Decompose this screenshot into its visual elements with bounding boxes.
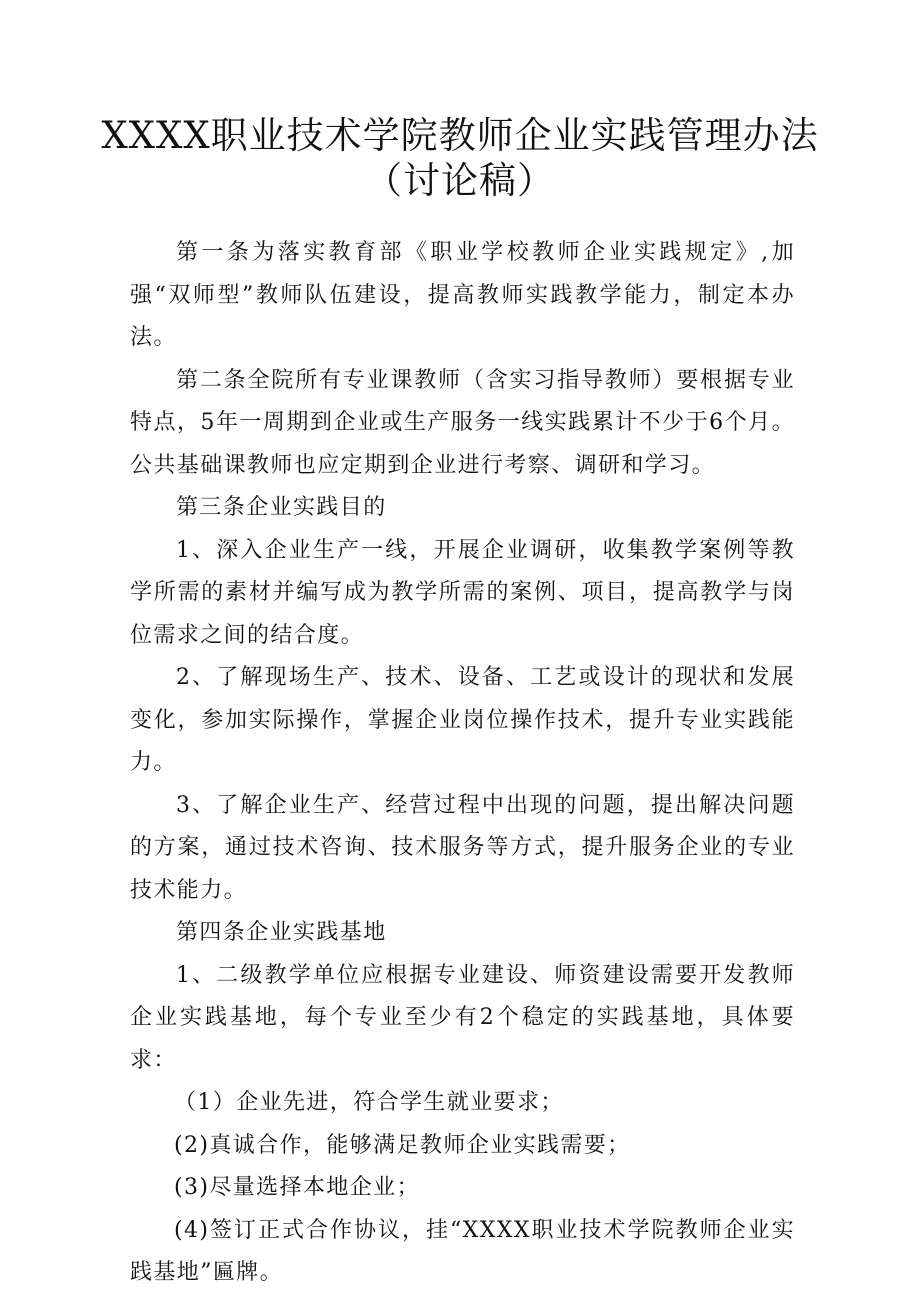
document-subtitle: （讨论稿） bbox=[365, 159, 555, 202]
article-3-heading: 第三条企业实践目的 bbox=[176, 495, 387, 520]
article-3-item-3: 3、了解企业生产、经营过程中出现的问题，提出解决问题的方案，通过技术咨询、技术服务等方式，提升服务企业的专业技术能力。 bbox=[130, 792, 795, 903]
article-4-item-1: 1、二级教学单位应根据专业建设、师资建设需要开发教师企业实践基地，每个专业至少有2个稳定的实践基地，具体要求： bbox=[130, 962, 795, 1073]
article-2-paragraph: 第二条全院所有专业课教师（含实习指导教师）要根据专业特点，5年一周期到企业或生产服务一线实践累计不少于6个月。公共基础课教师也应定期到企业进行考察、调研和学习。 bbox=[130, 367, 795, 478]
article-3-item-2: 2、了解现场生产、技术、设备、工艺或设计的现状和发展变化，参加实际操作，掌握企业岗位操作技术，提升专业实践能力。 bbox=[130, 665, 795, 775]
document-body bbox=[130, 232, 795, 1295]
article-3-item-1: 1、深入企业生产一线，开展企业调研，收集教学案例等教学所需的素材并编写成为教学所需的案例、项目，提高教学与岗位需求之间的结合度。 bbox=[130, 537, 795, 648]
requirement-2: (2)真诚合作，能够满足教师企业实践需要； bbox=[174, 1132, 631, 1158]
article-4-heading: 第四条企业实践基地 bbox=[176, 920, 387, 945]
requirement-1: （1）企业先进，符合学生就业要求； bbox=[174, 1090, 564, 1115]
requirement-3: (3)尽量选择本地企业； bbox=[174, 1175, 420, 1200]
document-title: XXXX职业技术学院教师企业实践管理办法 bbox=[101, 114, 819, 157]
requirement-4: (4)签订正式合作协议，挂“XXXX职业技术学院教师企业实践基地”匾牌。 bbox=[130, 1217, 795, 1285]
article-1-paragraph: 第一条为落实教育部《职业学校教师企业实践规定》,加强“双师型”教师队伍建设，提高教师实践教学能力，制定本办法。 bbox=[130, 240, 795, 350]
